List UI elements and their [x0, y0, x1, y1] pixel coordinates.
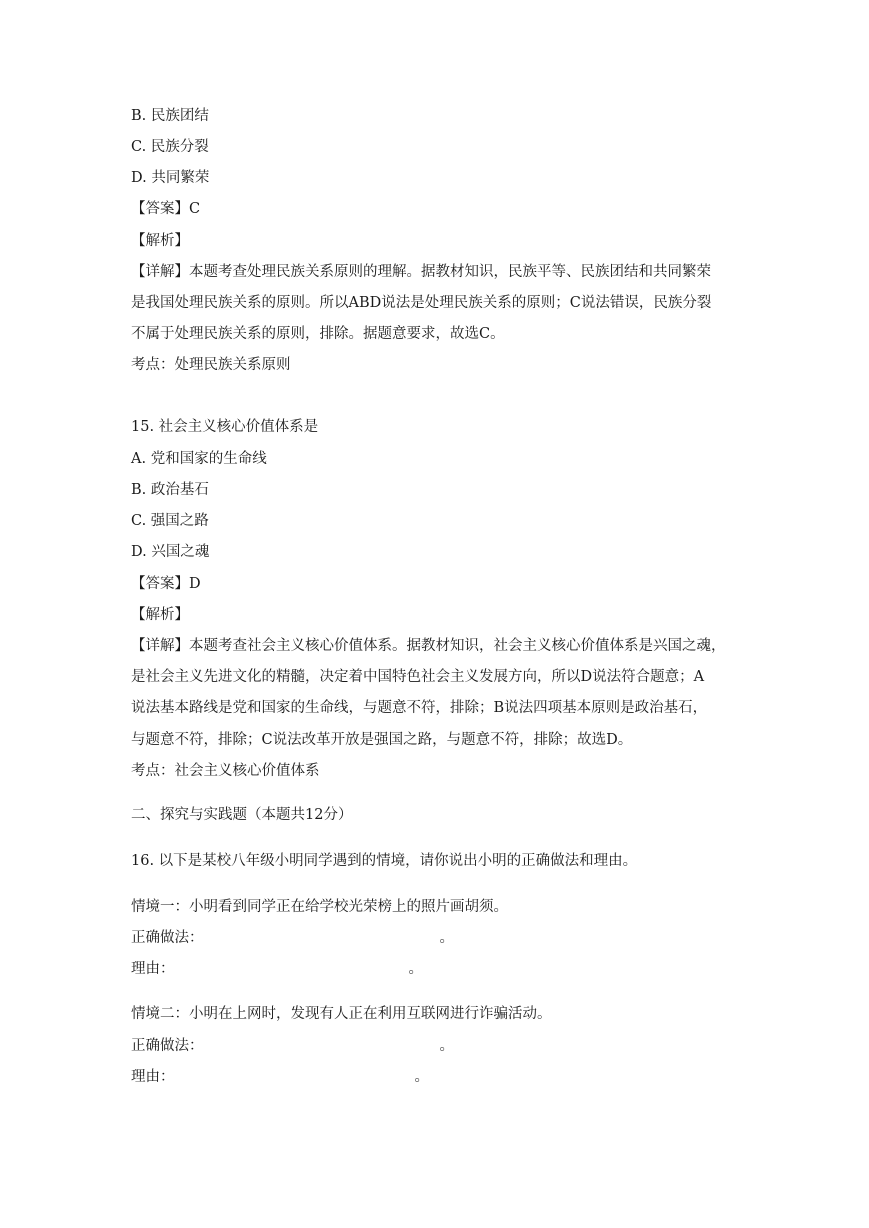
q15-option-b: B. 政治基石: [131, 482, 209, 498]
q15-detail-line3: 说法基本路线是党和国家的生命线，与题意不符，排除；B说法四项基本原则是政治基石，: [131, 700, 708, 716]
reason2-label: 理由：: [131, 1069, 175, 1085]
q14-kaodian: 考点：处理民族关系原则: [131, 357, 291, 373]
q14-option-c: C. 民族分裂: [131, 139, 209, 155]
q16-stem: 16. 以下是某校八年级小明同学遇到的情境，请你说出小明的正确做法和理由。: [131, 853, 638, 869]
q15-analysis-label: 【解析】: [131, 607, 189, 623]
q14-detail-line1: 【详解】本题考查处理民族关系原则的理解。据教材知识，民族平等、民族团结和共同繁荣: [131, 264, 711, 280]
section-heading: 二、探究与实践题（本题共12分）: [131, 807, 353, 823]
q14-detail-line2: 是我国处理民族关系的原则。所以ABD说法是处理民族关系的原则；C说法错误，民族分裂: [131, 295, 712, 311]
q14-detail-line3: 不属于处理民族关系的原则，排除。据题意要求，故选C。: [131, 326, 505, 342]
practice1-period: 。: [439, 930, 454, 946]
practice1-label: 正确做法：: [131, 930, 204, 946]
q16-scenario1: 情境一：小明看到同学正在给学校光荣榜上的照片画胡须。: [131, 899, 508, 915]
q14-analysis-label: 【解析】: [131, 233, 189, 249]
q15-option-a: A. 党和国家的生命线: [131, 451, 267, 467]
q15-detail-line4: 与题意不符，排除；C说法改革开放是强国之路，与题意不符，排除；故选D。: [131, 732, 633, 748]
q15-stem: 15. 社会主义核心价值体系是: [131, 419, 319, 435]
q15-detail-line1: 【详解】本题考查社会主义核心价值体系。据教材知识，社会主义核心价值体系是兴国之魂，: [131, 638, 726, 654]
practice2-period: 。: [439, 1038, 454, 1054]
q16-practice2-line: [131, 1036, 454, 1056]
q16-practice1-line: [131, 928, 454, 948]
q14-option-d: D. 共同繁荣: [131, 170, 210, 186]
practice2-label: 正确做法：: [131, 1038, 204, 1054]
reason1-label: 理由：: [131, 961, 175, 977]
q14-option-b: B. 民族团结: [131, 108, 209, 124]
q15-option-d: D. 兴国之魂: [131, 544, 210, 560]
q15-detail-line2: 是社会主义先进文化的精髓，决定着中国特色社会主义发展方向，所以D说法符合题意；A: [131, 669, 705, 685]
q15-answer: 【答案】D: [131, 576, 201, 592]
q15-option-c: C. 强国之路: [131, 513, 209, 529]
reason2-period: 。: [414, 1069, 429, 1085]
q16-reason1-line: [131, 959, 423, 979]
q14-answer: 【答案】C: [131, 201, 201, 217]
q16-scenario2: 情境二：小明在上网时，发现有人正在利用互联网进行诈骗活动。: [131, 1006, 552, 1022]
q16-reason2-line: [131, 1067, 429, 1087]
reason1-period: 。: [408, 961, 423, 977]
q15-kaodian: 考点：社会主义核心价值体系: [131, 763, 320, 779]
